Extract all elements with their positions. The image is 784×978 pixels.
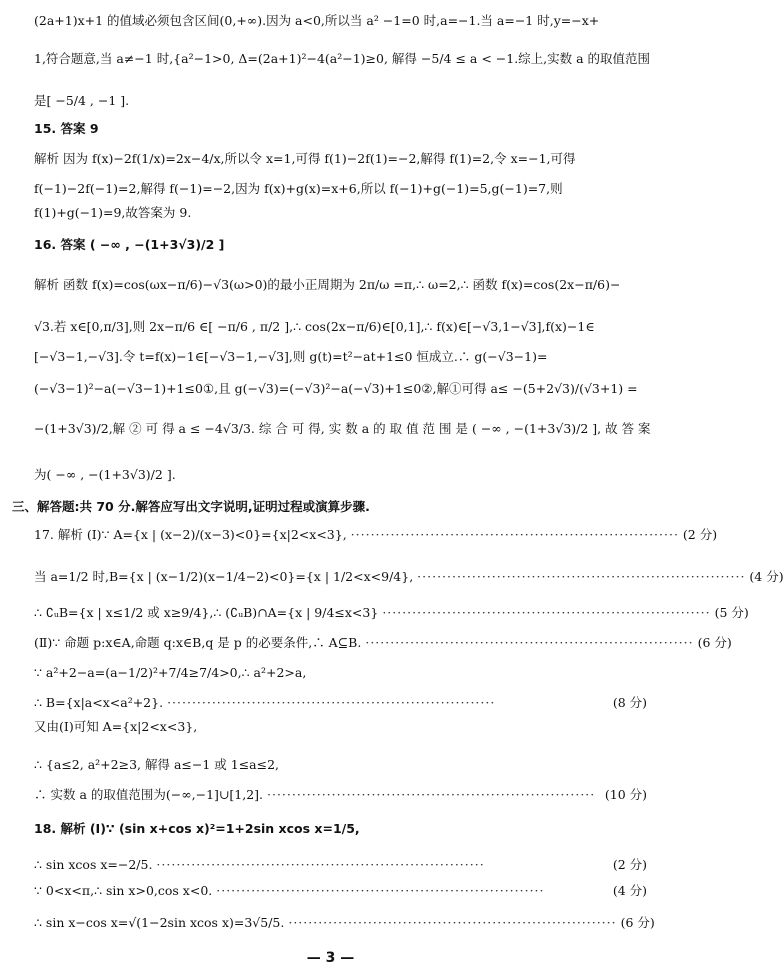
text-line: (−√3−1)²−a(−√3−1)+1≤0①,且 g(−√3)=(−√3)²−a(−√3)+1≤0②,解①可得 a≤ −(5+2√3)/(√3+1) = <box>34 381 638 396</box>
text-line: ∴ sin x−cos x=√(1−2sin xcos x)=3√5/5. <box>34 915 285 930</box>
text-line: ∴ 实数 a 的取值范围为(−∞,−1]∪[1,2]. <box>34 787 263 802</box>
text-line: (Ⅱ)∵ 命题 p:x∈A,命题 q:x∈B,q 是 p 的必要条件,∴ A⊆B. <box>34 635 362 650</box>
dot-leader: ·································································· <box>382 605 711 620</box>
score-row <box>34 634 732 652</box>
page-number: — 3 — <box>306 950 355 966</box>
score: (2 分) <box>682 527 718 542</box>
score-row <box>34 694 647 712</box>
dot-leader: ·································································· <box>417 569 746 584</box>
score-row <box>34 604 749 622</box>
answer-15: 15. 答案 9 <box>34 121 99 136</box>
dot-leader: ·································································· <box>365 635 694 650</box>
score: (5 分) <box>714 605 749 620</box>
dot-leader: ·································································· <box>288 915 617 930</box>
solution-18: 18. 解析 (Ⅰ)∵ (sin x+cos x)²=1+2sin xcos x=1/5, <box>34 821 360 836</box>
solution-17: 17. 解析 (Ⅰ)∵ A={x | (x−2)/(x−3)<0}={x|2<x<3}, <box>34 527 347 542</box>
text-line: ∴ {a≤2, a²+2≥3, 解得 a≤−1 或 1≤a≤2, <box>34 757 280 772</box>
text-line: ∴ ∁ᵤB={x | x≤1/2 或 x≥9/4},∴ (∁ᵤB)∩A={x | 9/4≤x<3} <box>34 605 379 620</box>
dot-leader: ·································································· <box>156 857 485 872</box>
dot-leader: ·································································· <box>167 695 496 710</box>
score: (2 分) <box>612 857 647 872</box>
text-line: (2a+1)x+1 的值域必须包含区间(0,+∞).因为 a<0,所以当 a² −1=0 时,a=−1.当 a=−1 时,y=−x+ <box>34 13 600 28</box>
text-line: ∴ B={x|a<x<a²+2}. <box>34 695 164 710</box>
score: (10 分) <box>604 787 647 802</box>
text-line: 是[ −5/4 , −1 ]. <box>34 93 130 108</box>
dot-leader: ·································································· <box>350 527 679 542</box>
text-line: 为( −∞ , −(1+3√3)/2 ]. <box>34 467 176 482</box>
text-line: ∵ a²+2−a=(a−1/2)²+7/4≥7/4>0,∴ a²+2>a, <box>34 665 307 680</box>
text-line: f(1)+g(−1)=9,故答案为 9. <box>34 205 192 220</box>
score: (4 分) <box>749 569 784 584</box>
solution-16: 解析 函数 f(x)=cos(ωx−π/6)−√3(ω>0)的最小正周期为 2π/ω =π,∴ ω=2,∴ 函数 f(x)=cos(2x−π/6)− <box>34 277 621 292</box>
score: (4 分) <box>612 883 647 898</box>
text-line: 当 a=1/2 时,B={x | (x−1/2)(x−1/4−2)<0}={x | 1/2<x<9/4}, <box>34 569 414 584</box>
text-line: ∴ sin xcos x=−2/5. <box>34 857 153 872</box>
text-line: ∵ 0<x<π,∴ sin x>0,cos x<0. <box>34 883 213 898</box>
answer-16: 16. 答案 ( −∞ , −(1+3√3)/2 ] <box>34 237 225 252</box>
section-heading: 三、解答题:共 70 分.解答应写出文字说明,证明过程或演算步骤. <box>12 499 370 514</box>
score-row <box>34 568 784 586</box>
score-row <box>34 882 647 900</box>
text-line: 又由(Ⅰ)可知 A={x|2<x<3}, <box>34 719 198 734</box>
score-row <box>34 526 718 544</box>
text-line: √3.若 x∈[0,π/3],则 2x−π/6 ∈[ −π/6 , π/2 ],∴ cos(2x−π/6)∈[0,1],∴ f(x)∈[−√3,1−√3],f(x)−1∈ <box>34 319 595 334</box>
score-row <box>34 856 647 874</box>
score: (6 分) <box>697 635 732 650</box>
score: (8 分) <box>612 695 647 710</box>
text-line: −(1+3√3)/2,解 ② 可 得 a ≤ −4√3/3. 综 合 可 得, 实 数 a 的 取 值 范 围 是 ( −∞ , −(1+3√3)/2 ], 故 答 案 <box>34 421 651 436</box>
text-line: 1,符合题意,当 a≠−1 时,{a²−1>0, Δ=(2a+1)²−4(a²−1)≥0, 解得 −5/4 ≤ a < −1.综上,实数 a 的取值范围 <box>34 51 651 66</box>
score-row <box>34 786 647 804</box>
dot-leader: ·································································· <box>267 787 596 802</box>
text-line: [−√3−1,−√3].令 t=f(x)−1∈[−√3−1,−√3],则 g(t)=t²−at+1≤0 恒成立.∴ g(−√3−1)= <box>34 349 548 364</box>
score-row <box>34 914 655 932</box>
text-line: f(−1)−2f(−1)=2,解得 f(−1)=−2,因为 f(x)+g(x)=x+6,所以 f(−1)+g(−1)=5,g(−1)=7,则 <box>34 181 563 196</box>
dot-leader: ·································································· <box>216 883 545 898</box>
score: (6 分) <box>620 915 655 930</box>
solution-15: 解析 因为 f(x)−2f(1/x)=2x−4/x,所以令 x=1,可得 f(1)−2f(1)=−2,解得 f(1)=2,令 x=−1,可得 <box>34 151 576 166</box>
